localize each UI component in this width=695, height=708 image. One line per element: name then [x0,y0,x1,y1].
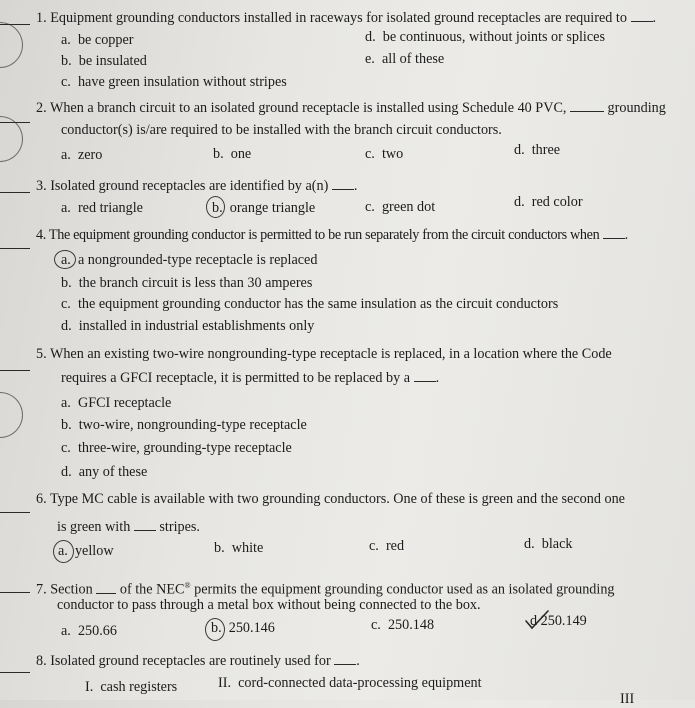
question-stem: Isolated ground receptacles are routinely used for [50,653,331,669]
answer-blank-q3[interactable] [0,192,30,193]
option-5c[interactable]: c. three-wire, grounding-type receptacle [61,440,292,456]
inline-blank [134,519,156,531]
question-number: 6. [36,491,47,507]
option-3b[interactable]: b. orange triangle [212,200,316,216]
option-5d[interactable]: d. any of these [61,464,148,480]
option-1e[interactable]: e. all of these [365,51,445,67]
option-6a[interactable]: a. yellow [58,543,114,559]
option-2b[interactable]: b. one [213,146,252,162]
question-stem: When a branch circuit to an isolated ground receptacle is installed using Schedule 40 PVC, [49,100,567,116]
option-3d[interactable]: d. red color [514,194,583,210]
answer-blank-q4[interactable] [0,248,30,249]
inline-blank [96,582,116,594]
question-8: 8. Isolated ground receptacles are routinely used for . [36,653,360,669]
option-3a[interactable]: a. red triangle [61,200,143,216]
question-2-cont: conductor(s) is/are required to be installed with the branch circuit conductors. [61,122,502,138]
option-1a[interactable]: a. be copper [61,32,134,48]
option-2c[interactable]: c. two [365,146,404,162]
question-7-cont: conductor to pass through a metal box without being connected to the box. [57,597,481,613]
question-5 [36,345,612,363]
inline-blank [414,370,436,382]
option-4c[interactable]: c. the equipment grounding conductor has the same insulation as the circuit conductors [61,296,559,312]
question-stem: Isolated ground receptacles are identified by a(n) [50,178,329,194]
option-1c[interactable]: c. have green insulation without stripes [61,74,287,90]
option-4a[interactable]: a. a nongrounded-type receptacle is replaced [61,252,318,268]
inline-blank [631,10,653,22]
answer-blank-q7[interactable] [0,592,30,593]
binder-hole [0,22,23,68]
option-7c[interactable]: c. 250.148 [371,617,435,633]
option-6c[interactable]: c. red [369,538,405,554]
question-3: 3. Isolated ground receptacles are identified by a(n) . [36,178,358,194]
option-6b[interactable]: b. white [214,540,264,556]
option-7d[interactable]: d 250.149 [530,613,587,629]
answer-blank-q1[interactable] [0,24,30,25]
option-7a[interactable]: a. 250.66 [61,623,117,639]
question-number: 2. [36,100,47,116]
answer-blank-q6[interactable] [0,512,30,513]
inline-blank [332,178,354,190]
option-3c[interactable]: c. green dot [365,199,436,215]
question-7: 7. Section of the NEC® permits the equipment grounding conductor used as an isolated grounding [36,581,615,598]
answer-blank-q8[interactable] [0,672,30,673]
question-4: 4. The equipment grounding conductor is permitted to be run separately from the circuit conductors when . [36,227,628,243]
option-4b[interactable]: b. the branch circuit is less than 30 amperes [61,275,313,291]
inline-blank [603,227,625,239]
option-4d[interactable]: d. installed in industrial establishments only [61,318,315,334]
question-2: 2. When a branch circuit to an isolated ground receptacle is installed using Schedule 40 PVC, grounding [36,100,666,116]
option-1d[interactable]: d. be continuous, without joints or splices [365,29,605,45]
question-number: 7. [36,581,47,598]
option-7b[interactable]: b. 250.146 [211,620,275,636]
question-stem: The equipment grounding conductor is permitted to be run separately from the circuit conductors when [48,227,600,243]
option-2a[interactable]: a. zero [61,147,103,163]
option-8iii[interactable]: III [620,691,635,707]
question-number: 3. [36,178,47,194]
question-5-cont: requires a GFCI receptacle, it is permitted to be replaced by a . [61,370,440,386]
question-stem: Equipment grounding conductors installed in raceways for isolated ground receptacles are required to [50,10,627,26]
binder-hole [0,392,23,438]
option-1b[interactable]: b. be insulated [61,53,147,69]
question-number: 4. [36,227,46,243]
question-number: 5. [36,346,47,362]
inline-blank [334,653,356,665]
question-stem: When an existing two-wire nongrounding-type receptacle is replaced, in a location where the Code [49,346,612,362]
option-6d[interactable]: d. black [524,536,573,552]
question-1: 1. Equipment grounding conductors installed in raceways for isolated ground receptacles are required to . [36,10,657,26]
question-number: 1. [36,10,47,26]
option-2d[interactable]: d. three [514,142,561,158]
answer-blank-q2[interactable] [0,122,30,123]
inline-blank [570,100,604,112]
answer-blank-q5[interactable] [0,370,30,371]
question-number: 8. [36,653,47,669]
option-5b[interactable]: b. two-wire, nongrounding-type receptacle [61,417,307,433]
question-6 [36,490,625,508]
option-5a[interactable]: a. GFCI receptacle [61,395,172,411]
option-8ii[interactable]: II. cord-connected data-processing equipment [218,675,482,691]
question-stem: Type MC cable is available with two grounding conductors. One of these is green and the second one [49,491,625,507]
question-6-cont: is green with stripes. [57,519,200,535]
option-8i[interactable]: I. cash registers [85,679,178,695]
